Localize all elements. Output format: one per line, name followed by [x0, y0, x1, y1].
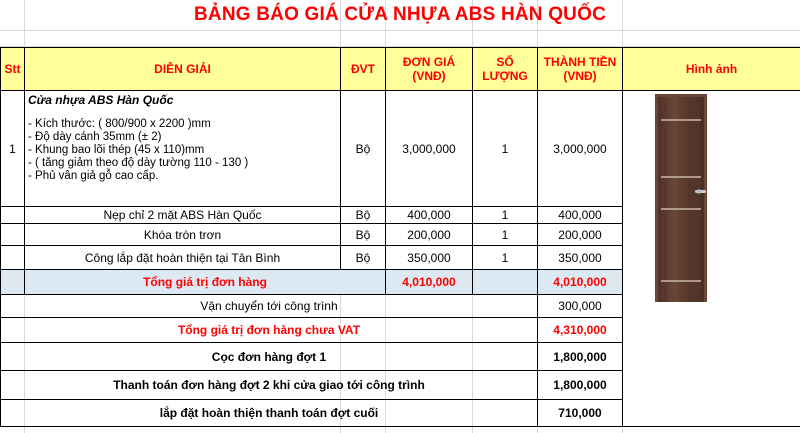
cell-total[interactable]: 200,000 [538, 224, 623, 246]
cell-price[interactable]: 3,000,000 [386, 91, 473, 207]
header-price-line1: ĐƠN GIÁ [402, 55, 456, 69]
summary-label[interactable]: Vận chuyển tới công trình [1, 295, 538, 318]
header-qty-line1: SỐ [496, 55, 514, 69]
header-image[interactable]: Hình ảnh [623, 48, 800, 91]
cell-total[interactable]: 400,000 [538, 207, 623, 224]
summary-label[interactable]: Cọc đơn hàng đợt 1 [1, 343, 538, 371]
cell-unit[interactable]: Bộ [341, 246, 386, 270]
cell-unit[interactable]: Bộ [341, 91, 386, 207]
cell-price[interactable]: 350,000 [386, 246, 473, 270]
page-title: BẢNG BÁO GIÁ CỬA NHỰA ABS HÀN QUỐC [194, 4, 606, 25]
order-total-price[interactable]: 4,010,000 [386, 270, 473, 295]
cell-qty[interactable]: 1 [473, 224, 538, 246]
cell-stt[interactable] [1, 270, 25, 295]
header-price[interactable] [386, 48, 473, 91]
cell-qty[interactable]: 1 [473, 91, 538, 207]
cell-price[interactable]: 400,000 [386, 207, 473, 224]
gridline [0, 30, 800, 31]
header-desc[interactable]: DIỄN GIẢI [25, 48, 341, 91]
item-spec-line: - ( tăng giảm theo độ dày tường 110 - 130 ) [28, 157, 249, 169]
order-total-label[interactable]: Tổng giá trị đơn hàng [25, 270, 386, 295]
cell-total[interactable]: 3,000,000 [538, 91, 623, 207]
summary-label[interactable]: Tổng giá trị đơn hàng chưa VAT [1, 318, 538, 343]
summary-label[interactable]: Thanh toán đơn hàng đợt 2 khi cửa giao tới công trình [1, 371, 538, 400]
header-unit[interactable]: ĐVT [341, 48, 386, 91]
item-title: Cửa nhựa ABS Hàn Quốc [28, 93, 174, 107]
cell-stt[interactable] [1, 224, 25, 246]
item-spec-line: - Độ dày cánh 35mm (± 2) [28, 131, 162, 143]
order-total-value[interactable]: 4,010,000 [538, 270, 623, 295]
cell-unit[interactable]: Bộ [341, 207, 386, 224]
summary-value[interactable]: 710,000 [538, 400, 623, 427]
cell-desc[interactable]: Khóa tròn trơn [25, 224, 341, 246]
cell-image[interactable] [623, 91, 800, 427]
cell-qty[interactable]: 1 [473, 207, 538, 224]
cell-total[interactable]: 350,000 [538, 246, 623, 270]
cell-desc-main[interactable] [25, 91, 341, 207]
cell-unit[interactable]: Bộ [341, 224, 386, 246]
summary-value[interactable]: 4,310,000 [538, 318, 623, 343]
header-total-line2: (VNĐ) [563, 69, 597, 83]
door-image [655, 94, 707, 302]
cell-qty[interactable]: 1 [473, 246, 538, 270]
summary-value[interactable]: 1,800,000 [538, 343, 623, 371]
door-icon [655, 94, 707, 302]
cell-desc[interactable]: Nẹp chỉ 2 mặt ABS Hàn Quốc [25, 207, 341, 224]
summary-value[interactable]: 1,800,000 [538, 371, 623, 400]
cell-stt[interactable] [1, 207, 25, 224]
header-price-line2: (VNĐ) [412, 69, 446, 83]
cell-qty[interactable] [473, 270, 538, 295]
cell-price[interactable]: 200,000 [386, 224, 473, 246]
cell-stt[interactable] [1, 246, 25, 270]
summary-value[interactable]: 300,000 [538, 295, 623, 318]
header-row [1, 48, 800, 91]
header-total-line1: THÀNH TIỀN [543, 55, 617, 69]
header-stt[interactable]: Stt [1, 48, 25, 91]
item-spec-line: - Khung bao lõi thép (45 x 110)mm [28, 144, 205, 156]
cell-desc[interactable]: Công lắp đặt hoàn thiện tại Tân Bình [25, 246, 341, 270]
header-qty-line2: LƯỢNG [482, 69, 528, 83]
summary-label[interactable]: lắp đặt hoàn thiện thanh toán đợt cuối [1, 400, 538, 427]
header-total[interactable] [538, 48, 623, 91]
item-spec-line: - Kích thước: ( 800/900 x 2200 )mm [28, 118, 211, 130]
header-qty[interactable] [473, 48, 538, 91]
cell-stt[interactable]: 1 [1, 91, 25, 207]
item-spec-line: - Phủ vân giả gỗ cao cấp. [28, 170, 159, 182]
